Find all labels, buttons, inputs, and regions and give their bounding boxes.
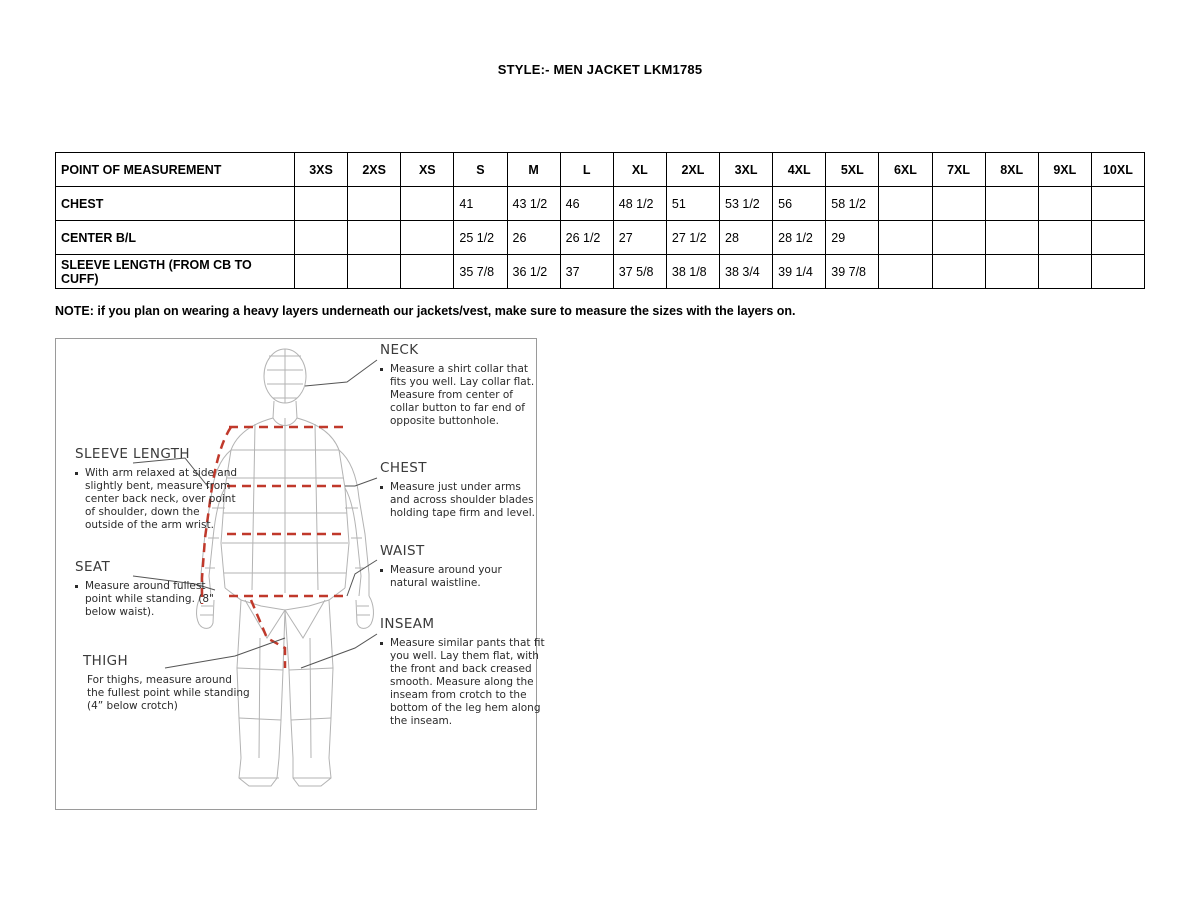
guide-inseam-title: INSEAM [380, 616, 435, 632]
cell-sleeve-4xl: 39 1/4 [773, 255, 826, 289]
guide-thigh-title: THIGH [83, 653, 128, 669]
column-header-4xl: 4XL [773, 153, 826, 187]
guide-inseam-text: Measure similar pants that fit you well. Lay them flat, with the front and back creased smooth. Measure along the inseam from crotch to the bottom of the leg hem along the inseam. [380, 637, 545, 728]
guide-seat-title: SEAT [75, 559, 111, 575]
guide-waist [380, 543, 540, 590]
table-row [56, 255, 1145, 289]
cell-chest-10xl [1091, 187, 1144, 221]
cell-centerbl-m: 26 [507, 221, 560, 255]
table-header-row [56, 153, 1145, 187]
cell-sleeve-xl: 37 5/8 [613, 255, 666, 289]
cell-chest-m: 43 1/2 [507, 187, 560, 221]
cell-sleeve-6xl [879, 255, 932, 289]
column-header-2xl: 2XL [666, 153, 719, 187]
guide-waist-text: Measure around your natural waistline. [380, 564, 540, 590]
column-header-s: S [454, 153, 507, 187]
column-header-l: L [560, 153, 613, 187]
cell-centerbl-6xl [879, 221, 932, 255]
cell-centerbl-2xs [348, 221, 401, 255]
cell-centerbl-9xl [1038, 221, 1091, 255]
measurement-diagram [55, 338, 585, 808]
cell-sleeve-s: 35 7/8 [454, 255, 507, 289]
guide-chest-title: CHEST [380, 460, 427, 476]
guide-neck-title: NECK [380, 342, 419, 358]
guide-seat-text: Measure around fullest point while standing. (8" below waist). [75, 580, 235, 619]
cell-sleeve-l: 37 [560, 255, 613, 289]
cell-sleeve-3xl: 38 3/4 [720, 255, 773, 289]
column-header-3xs: 3XS [295, 153, 348, 187]
column-header-m: M [507, 153, 560, 187]
cell-chest-2xs [348, 187, 401, 221]
cell-chest-8xl [985, 187, 1038, 221]
cell-sleeve-xs [401, 255, 454, 289]
column-header-xs: XS [401, 153, 454, 187]
cell-sleeve-2xs [348, 255, 401, 289]
guide-thigh [83, 653, 252, 713]
guide-sleeve-length [75, 446, 240, 532]
column-header-8xl: 8XL [985, 153, 1038, 187]
cell-sleeve-3xs [295, 255, 348, 289]
cell-sleeve-10xl [1091, 255, 1144, 289]
row-label-sleeve-length: SLEEVE LENGTH (FROM CB TO CUFF) [56, 255, 295, 289]
guide-seat [75, 559, 235, 619]
size-chart-table [55, 152, 1145, 289]
row-label-chest: CHEST [56, 187, 295, 221]
guide-inseam [380, 616, 545, 728]
cell-sleeve-9xl [1038, 255, 1091, 289]
cell-centerbl-xl: 27 [613, 221, 666, 255]
guide-sleeve-length-text: With arm relaxed at side and slightly bent, measure from center back neck, over point of shoulder, down the outside of the arm wrist. [75, 467, 240, 532]
measurement-note: NOTE: if you plan on wearing a heavy layers underneath our jackets/vest, make sure to measure the sizes with the layers on. [55, 304, 796, 318]
cell-chest-3xs [295, 187, 348, 221]
column-header-6xl: 6XL [879, 153, 932, 187]
cell-chest-3xl: 53 1/2 [720, 187, 773, 221]
cell-centerbl-7xl [932, 221, 985, 255]
cell-chest-4xl: 56 [773, 187, 826, 221]
guide-chest [380, 460, 540, 520]
column-header-10xl: 10XL [1091, 153, 1144, 187]
cell-chest-7xl [932, 187, 985, 221]
cell-centerbl-10xl [1091, 221, 1144, 255]
cell-chest-9xl [1038, 187, 1091, 221]
column-header-point-of-measurement: POINT OF MEASUREMENT [56, 153, 295, 187]
column-header-5xl: 5XL [826, 153, 879, 187]
cell-chest-6xl [879, 187, 932, 221]
guide-neck-text: Measure a shirt collar that fits you well. Lay collar flat. Measure from center of collar button to far end of opposite buttonhole. [380, 363, 540, 428]
column-header-2xs: 2XS [348, 153, 401, 187]
cell-chest-5xl: 58 1/2 [826, 187, 879, 221]
column-header-7xl: 7XL [932, 153, 985, 187]
cell-centerbl-s: 25 1/2 [454, 221, 507, 255]
cell-sleeve-7xl [932, 255, 985, 289]
row-label-center-bl: CENTER B/L [56, 221, 295, 255]
column-header-3xl: 3XL [720, 153, 773, 187]
cell-centerbl-3xl: 28 [720, 221, 773, 255]
guide-neck [380, 342, 540, 428]
page-title: STYLE:- MEN JACKET LKM1785 [497, 62, 703, 77]
cell-centerbl-xs [401, 221, 454, 255]
cell-sleeve-8xl [985, 255, 1038, 289]
cell-chest-2xl: 51 [666, 187, 719, 221]
guide-sleeve-length-title: SLEEVE LENGTH [75, 446, 190, 462]
table-row [56, 221, 1145, 255]
cell-chest-s: 41 [454, 187, 507, 221]
cell-centerbl-5xl: 29 [826, 221, 879, 255]
cell-chest-xl: 48 1/2 [613, 187, 666, 221]
cell-centerbl-8xl [985, 221, 1038, 255]
guide-chest-text: Measure just under arms and across shoulder blades holding tape firm and level. [380, 481, 540, 520]
cell-sleeve-m: 36 1/2 [507, 255, 560, 289]
cell-centerbl-2xl: 27 1/2 [666, 221, 719, 255]
cell-chest-l: 46 [560, 187, 613, 221]
cell-sleeve-5xl: 39 7/8 [826, 255, 879, 289]
cell-chest-xs [401, 187, 454, 221]
cell-centerbl-l: 26 1/2 [560, 221, 613, 255]
column-header-9xl: 9XL [1038, 153, 1091, 187]
cell-centerbl-4xl: 28 1/2 [773, 221, 826, 255]
column-header-xl: XL [613, 153, 666, 187]
cell-centerbl-3xs [295, 221, 348, 255]
table-row [56, 187, 1145, 221]
guide-waist-title: WAIST [380, 543, 425, 559]
cell-sleeve-2xl: 38 1/8 [666, 255, 719, 289]
guide-thigh-text: For thighs, measure around the fullest point while standing (4” below crotch) [87, 674, 250, 712]
